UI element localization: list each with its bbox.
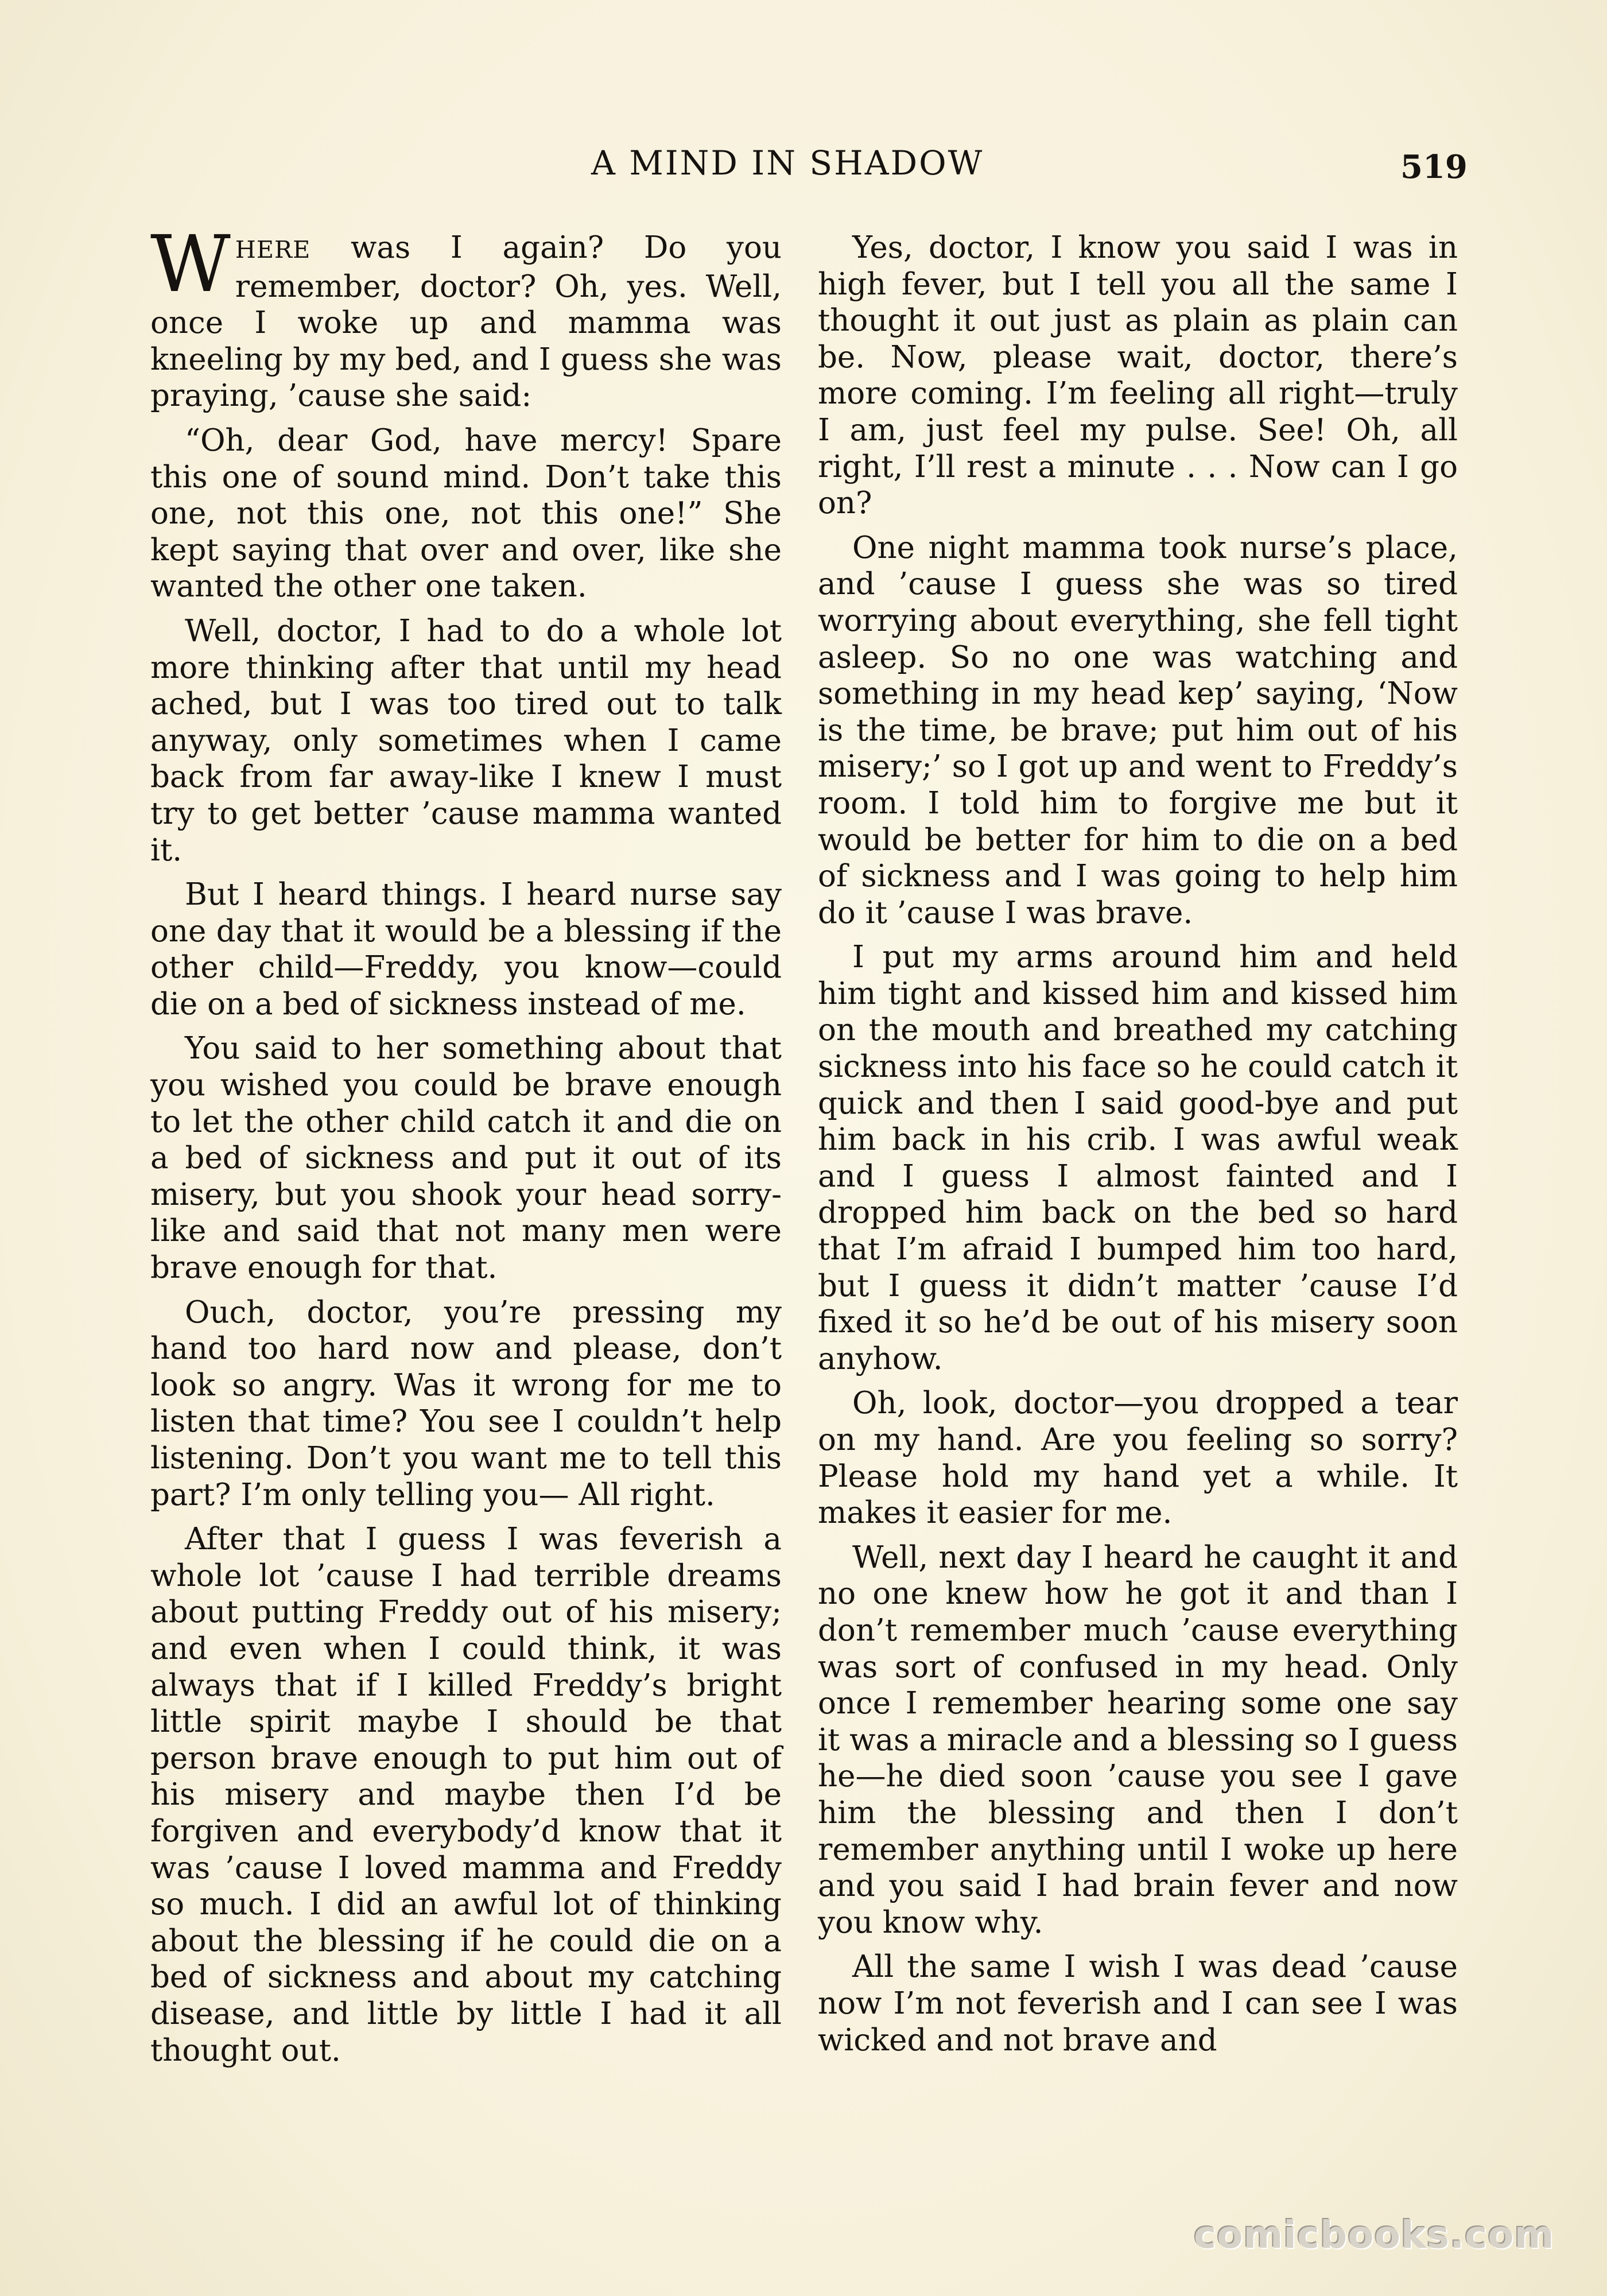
paragraph: Well, next day I heard he caught it and no one knew how he got it and than I don’t remember much ’cause everything was sort of confused in my head. Only once I remember hearing some one say it was a miracle and a blessing so I guess he—he died soon ’cause you see I gave him the blessing and then I don’t remember anything until I woke up here and you said I had brain fever and now you know why.: [818, 1539, 1458, 1940]
paragraph: You said to her something about that you wished you could be brave enough to let the other child catch it and die on a bed of sickness and put it out of its misery, but you shook your head sorry-like and said that not many men were brave enough for that.: [150, 1031, 782, 1286]
paragraph: I put my arms around him and held him tight and kissed him and kissed him on the mouth and breathed my catching sickness into his face so he could catch it quick and then I said good-bye and put him back in his crib. I was awful weak and I guess I almost fainted and I dropped him back on the bed so hard that I’m afraid I bumped him too hard, but I guess it didn’t matter ’cause I’d fixed it so he’d be out of his misery soon anyhow.: [818, 940, 1458, 1376]
paragraph: “Oh, dear God, have mercy! Spare this one of sound mind. Don’t take this one, not this one, not this one!” She kept saying that over and over, like she wanted the other one taken.: [150, 422, 782, 604]
page-number: 519: [1400, 148, 1468, 186]
paragraph: One night mamma took nurse’s place, and ’cause I guess she was so tired worrying about everything, she fell tight asleep. So no one was watching and something in my head kep’ saying, ‘Now is the time, be brave; put him out of his misery;’ so I got up and went to Freddy’s room. I told him to forgive me but it would be better for him to die on a bed of sickness and I was going to help him do it ’cause I was brave.: [818, 530, 1458, 930]
paragraph: [150, 219, 782, 414]
paragraph: But I heard things. I heard nurse say one day that it would be a blessing if the other child—Freddy, you know—could die on a bed of sickness instead of me.: [150, 877, 782, 1022]
paragraph-text: was I again? Do you remember, doctor? Oh, yes. Well, once I woke up and mamma was kneeling by my bed, and I guess she was praying, ’cause she said:: [150, 230, 782, 414]
paragraph: Well, doctor, I had to do a whole lot more thinking after that until my head ached, but I was too tired out to talk anyway, only sometimes when I came back from far away-like I knew I must try to get better ’cause mamma wanted it.: [150, 613, 782, 868]
drop-cap: W: [150, 219, 231, 310]
site-watermark: comicbooks.com: [1194, 2213, 1555, 2257]
paragraph: All the same I wish I was dead ’cause now I’m not feverish and I can see I was wicked and not brave and: [818, 1949, 1458, 2058]
paragraph: Oh, look, doctor—you dropped a tear on my hand. Are you feeling so sorry? Please hold my hand yet a while. It makes it easier for me.: [818, 1386, 1458, 1531]
left-text-column: [150, 219, 782, 2077]
paragraph: Yes, doctor, I know you said I was in high fever, but I tell you all the same I thought it out just as plain as plain can be. Now, please wait, doctor, there’s more coming. I’m feeling all right—truly I am, just feel my pulse. See! Oh, all right, I’ll rest a minute . . . Now can I go on?: [818, 230, 1458, 521]
small-caps-word: HERE: [235, 236, 311, 263]
running-header-title: A MIND IN SHADOW: [591, 144, 984, 183]
right-text-column: [818, 230, 1458, 2066]
paragraph: Ouch, doctor, you’re pressing my hand too hard now and please, don’t look so angry. Was it wrong for me to listen that time? You see I couldn’t help listening. Don’t you want me to tell this part? I’m only telling you— All right.: [150, 1294, 782, 1512]
paragraph: After that I guess I was feverish a whole lot ’cause I had terrible dreams about putting Freddy out of his misery; and even when I could think, it was always that if I killed Freddy’s bright little spirit maybe I should be that person brave enough to put him out of his misery and maybe then I’d be forgiven and everybody’d know that it was ’cause I loved mamma and Freddy so much. I did an awful lot of thinking about the blessing if he could die on a bed of sickness and about my catching disease, and little by little I had it all thought out.: [150, 1522, 782, 2068]
